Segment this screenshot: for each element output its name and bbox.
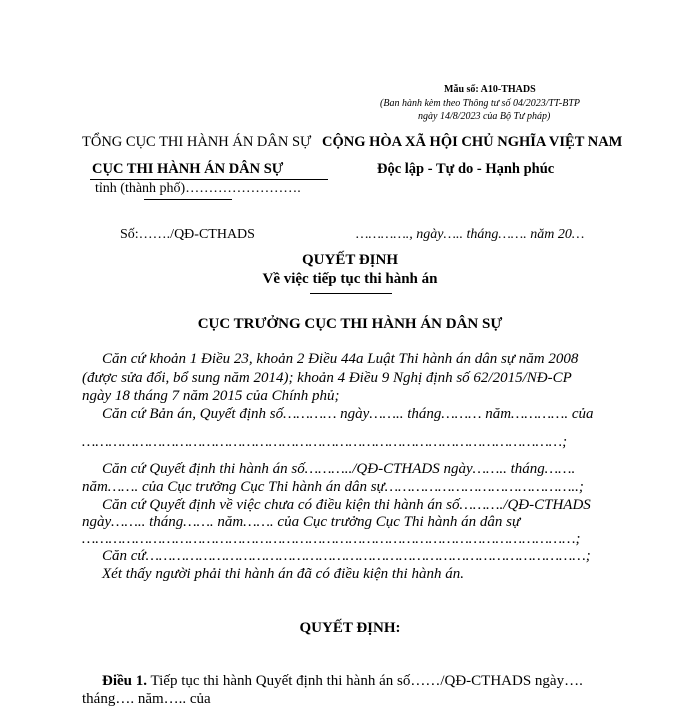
basis-line-11: Căn cứ………………………………………………………………………………………; [102, 548, 591, 564]
article-1-label: Điều 1. [102, 673, 147, 689]
basis-line-8: Căn cứ Quyết định về việc chưa có điều kiện thi hành án số………./QĐ-CTHADS [102, 497, 591, 513]
agency-parent: TỔNG CỤC THI HÀNH ÁN DÂN SỰ [82, 134, 312, 150]
form-note-line2: ngày 14/8/2023 của Bộ Tư pháp) [418, 111, 551, 122]
document-subtitle: Về việc tiếp tục thi hành án [262, 271, 438, 287]
agency-location: tỉnh (thành phố)……………………. [95, 181, 301, 196]
basis-line-3: ngày 18 tháng 7 năm 2015 của Chính phủ; [82, 388, 340, 404]
basis-line-5: ………………………………………………………………………………………………; [82, 434, 568, 450]
basis-line-4: Căn cứ Bản án, Quyết định số………… ngày…….. tháng……… năm…………. của [102, 406, 594, 422]
decision-heading: QUYẾT ĐỊNH: [299, 620, 401, 636]
doc-number: Số:……./QĐ-CTHADS [120, 227, 255, 242]
national-motto: Độc lập - Tự do - Hạnh phúc [377, 161, 555, 177]
basis-line-9: ngày…….. tháng……. năm……. của Cục trưởng Cục Thi hành án dân sự [82, 514, 521, 530]
basis-line-6: Căn cứ Quyết định thi hành án số………../QĐ-CTHADS ngày…….. tháng……. [102, 461, 576, 477]
basis-line-12: Xét thấy người phải thi hành án đã có điều kiện thi hành án. [102, 566, 464, 582]
issuer-heading: CỤC TRƯỞNG CỤC THI HÀNH ÁN DÂN SỰ [197, 316, 503, 332]
article-1 [102, 673, 583, 690]
agency-name: CỤC THI HÀNH ÁN DÂN SỰ [92, 161, 284, 177]
basis-line-10: …………………………………………………………………………………………………; [82, 531, 581, 547]
subtitle-underline [310, 293, 392, 294]
basis-line-7: năm……. của Cục trưởng Cục Thi hành án dân sự……………………………………..; [82, 479, 584, 495]
date-line: …………., ngày….. tháng……. năm 20… [356, 227, 585, 242]
document-title: QUYẾT ĐỊNH [302, 252, 398, 268]
article-1-continuation: tháng…. năm….. của [82, 691, 211, 707]
basis-line-2: (được sửa đổi, bổ sung năm 2014); khoản 4 Điều 9 Nghị định số 62/2015/NĐ-CP [82, 370, 572, 386]
form-code: Mẫu số: A10-THADS [444, 84, 536, 95]
form-note-line1: (Ban hành kèm theo Thông tư số 04/2023/TT-BTP [380, 98, 580, 109]
location-underline [144, 199, 232, 200]
article-1-text: Tiếp tục thi hành Quyết định thi hành án số……/QĐ-CTHADS ngày…. [147, 673, 583, 689]
national-name: CỘNG HÒA XÃ HỘI CHỦ NGHĨA VIỆT NAM [322, 134, 623, 150]
basis-line-1: Căn cứ khoản 1 Điều 23, khoản 2 Điều 44a Luật Thi hành án dân sự năm 2008 [102, 351, 579, 367]
agency-underline [90, 179, 328, 180]
